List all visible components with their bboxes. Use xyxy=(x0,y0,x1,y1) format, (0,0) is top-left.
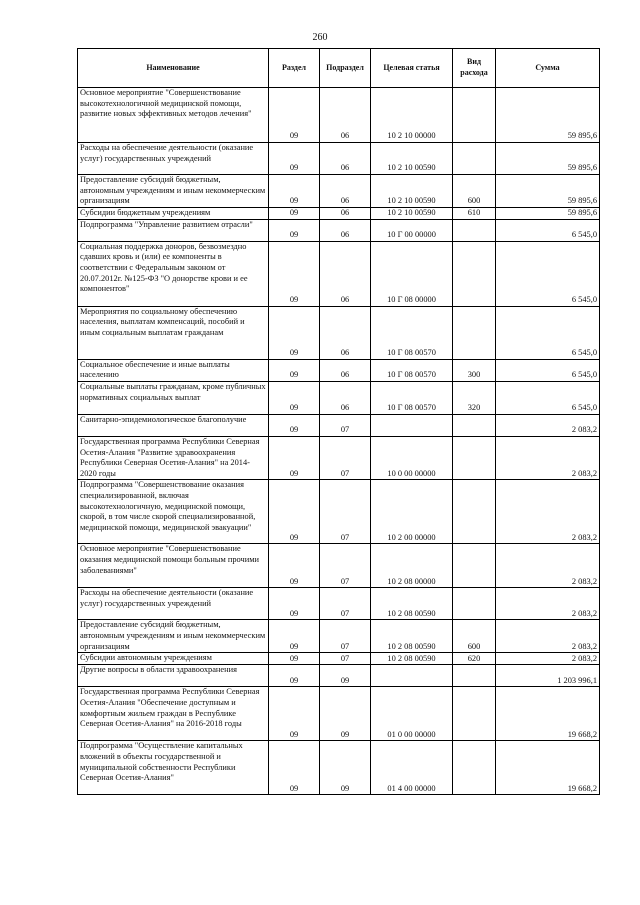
row-name: Основное мероприятие "Совершенствование высокотехнологичной медицинской помощи, развитие новых эффективных методов лечения" xyxy=(78,88,269,143)
row-summa: 2 083,2 xyxy=(496,414,600,436)
row-podrazdel: 06 xyxy=(320,207,371,219)
table-row xyxy=(78,544,600,588)
header-summa: Сумма xyxy=(496,49,600,88)
row-podrazdel: 07 xyxy=(320,588,371,620)
row-razdel: 09 xyxy=(269,653,320,665)
header-celevaya: Целевая статья xyxy=(371,49,453,88)
row-celevaya: 10 0 00 00000 xyxy=(371,436,453,479)
row-celevaya: 10 2 00 00000 xyxy=(371,480,453,544)
row-summa: 19 668,2 xyxy=(496,687,600,741)
row-podrazdel: 09 xyxy=(320,741,371,795)
row-podrazdel: 07 xyxy=(320,414,371,436)
row-summa: 2 083,2 xyxy=(496,620,600,653)
row-podrazdel: 09 xyxy=(320,665,371,687)
row-name: Предоставление субсидий бюджетным, автономным учреждениям и иным некоммерческим организациям xyxy=(78,620,269,653)
table-row xyxy=(78,359,600,381)
row-razdel: 09 xyxy=(269,414,320,436)
row-podrazdel: 06 xyxy=(320,359,371,381)
row-podrazdel: 07 xyxy=(320,653,371,665)
row-podrazdel: 07 xyxy=(320,480,371,544)
row-summa: 59 895,6 xyxy=(496,207,600,219)
row-summa: 6 545,0 xyxy=(496,219,600,241)
row-name: Основное мероприятие "Совершенствование оказания медицинской помощи больным прочими заболеваниями" xyxy=(78,544,269,588)
row-vid xyxy=(453,665,496,687)
row-summa: 6 545,0 xyxy=(496,241,600,306)
row-name: Подпрограмма "Осуществление капитальных вложений в объекты государственной и муниципальной собственности Республики Северная Осетия-Алания" xyxy=(78,741,269,795)
row-razdel: 09 xyxy=(269,359,320,381)
row-name: Социальные выплаты гражданам, кроме публичных нормативных социальных выплат xyxy=(78,381,269,414)
header-vid: Вид расхода xyxy=(453,49,496,88)
header-name: Наименование xyxy=(78,49,269,88)
table-row xyxy=(78,143,600,175)
row-summa: 2 083,2 xyxy=(496,588,600,620)
row-summa: 59 895,6 xyxy=(496,175,600,208)
row-vid: 320 xyxy=(453,381,496,414)
row-razdel: 09 xyxy=(269,175,320,208)
row-podrazdel: 06 xyxy=(320,219,371,241)
row-summa: 6 545,0 xyxy=(496,306,600,359)
row-vid xyxy=(453,544,496,588)
row-celevaya: 10 Г 00 00000 xyxy=(371,219,453,241)
row-name: Субсидии автономным учреждениям xyxy=(78,653,269,665)
row-name: Расходы на обеспечение деятельности (оказание услуг) государственных учреждений xyxy=(78,143,269,175)
row-podrazdel: 07 xyxy=(320,620,371,653)
row-vid: 600 xyxy=(453,175,496,208)
row-razdel: 09 xyxy=(269,544,320,588)
row-celevaya: 10 2 10 00590 xyxy=(371,207,453,219)
row-summa: 6 545,0 xyxy=(496,381,600,414)
row-name: Подпрограмма "Совершенствование оказания специализированной, включая высокотехнологичную, медицинской помощи, скорой, в том числе скорой специализированной, медицинской помощи, медицинской эвакуации" xyxy=(78,480,269,544)
row-summa: 2 083,2 xyxy=(496,544,600,588)
row-vid: 610 xyxy=(453,207,496,219)
table-header-row xyxy=(78,49,600,88)
row-name: Государственная программа Республики Северная Осетия-Алания "Обеспечение доступным и комфортным жильем граждан в Республике Северная Осетия-Алания" на 2016-2018 годы xyxy=(78,687,269,741)
row-summa: 2 083,2 xyxy=(496,653,600,665)
row-vid: 600 xyxy=(453,620,496,653)
row-summa: 19 668,2 xyxy=(496,741,600,795)
row-celevaya xyxy=(371,665,453,687)
row-celevaya: 10 2 10 00590 xyxy=(371,143,453,175)
row-name: Социальная поддержка доноров, безвозмездно сдавших кровь и (или) ее компоненты в соответствии с Федеральным законом от 20.07.2012г. №125-ФЗ "О донорстве крови и ее компонентов" xyxy=(78,241,269,306)
row-podrazdel: 06 xyxy=(320,88,371,143)
row-vid xyxy=(453,480,496,544)
row-celevaya: 01 4 00 00000 xyxy=(371,741,453,795)
row-summa: 2 083,2 xyxy=(496,480,600,544)
row-razdel: 09 xyxy=(269,207,320,219)
table-row xyxy=(78,414,600,436)
table-row xyxy=(78,219,600,241)
row-vid xyxy=(453,306,496,359)
row-celevaya: 10 2 08 00590 xyxy=(371,588,453,620)
table-row xyxy=(78,741,600,795)
row-celevaya: 10 2 08 00590 xyxy=(371,620,453,653)
row-celevaya: 10 Г 08 00000 xyxy=(371,241,453,306)
row-vid xyxy=(453,588,496,620)
row-celevaya: 10 Г 08 00570 xyxy=(371,381,453,414)
row-summa: 59 895,6 xyxy=(496,88,600,143)
row-razdel: 09 xyxy=(269,381,320,414)
row-razdel: 09 xyxy=(269,219,320,241)
table-row xyxy=(78,306,600,359)
row-name: Расходы на обеспечение деятельности (оказание услуг) государственных учреждений xyxy=(78,588,269,620)
row-summa: 6 545,0 xyxy=(496,359,600,381)
row-vid xyxy=(453,436,496,479)
row-podrazdel: 09 xyxy=(320,687,371,741)
row-razdel: 09 xyxy=(269,143,320,175)
table-row xyxy=(78,175,600,208)
row-podrazdel: 06 xyxy=(320,241,371,306)
row-celevaya: 10 2 08 00000 xyxy=(371,544,453,588)
table-row xyxy=(78,687,600,741)
row-vid xyxy=(453,143,496,175)
row-razdel: 09 xyxy=(269,480,320,544)
table-row xyxy=(78,665,600,687)
header-razdel: Раздел xyxy=(269,49,320,88)
row-summa: 59 895,6 xyxy=(496,143,600,175)
row-celevaya: 10 Г 08 00570 xyxy=(371,306,453,359)
row-celevaya: 10 2 10 00590 xyxy=(371,175,453,208)
row-celevaya: 01 0 00 00000 xyxy=(371,687,453,741)
row-celevaya: 10 2 10 00000 xyxy=(371,88,453,143)
table-row xyxy=(78,588,600,620)
row-podrazdel: 06 xyxy=(320,175,371,208)
row-summa: 1 203 996,1 xyxy=(496,665,600,687)
row-vid xyxy=(453,414,496,436)
row-podrazdel: 07 xyxy=(320,436,371,479)
row-summa: 2 083,2 xyxy=(496,436,600,479)
row-razdel: 09 xyxy=(269,588,320,620)
row-name: Субсидии бюджетным учреждениям xyxy=(78,207,269,219)
row-name: Государственная программа Республики Северная Осетия-Алания "Развитие здравоохранения Республики Северная Осетия-Алания" на 2014-2020 годы xyxy=(78,436,269,479)
header-podrazdel: Подраздел xyxy=(320,49,371,88)
row-celevaya: 10 2 08 00590 xyxy=(371,653,453,665)
table-row xyxy=(78,653,600,665)
row-razdel: 09 xyxy=(269,241,320,306)
table-row xyxy=(78,381,600,414)
row-razdel: 09 xyxy=(269,436,320,479)
row-razdel: 09 xyxy=(269,620,320,653)
table-row xyxy=(78,207,600,219)
table-row xyxy=(78,241,600,306)
row-vid xyxy=(453,88,496,143)
budget-table xyxy=(77,48,600,795)
row-name: Предоставление субсидий бюджетным, автономным учреждениям и иным некоммерческим организациям xyxy=(78,175,269,208)
row-vid xyxy=(453,741,496,795)
row-vid: 300 xyxy=(453,359,496,381)
row-name: Мероприятия по социальному обеспечению населения, выплатам компенсаций, пособий и иным социальным выплатам гражданам xyxy=(78,306,269,359)
row-name: Подпрограмма "Управление развитием отрасли" xyxy=(78,219,269,241)
page-number: 260 xyxy=(312,32,328,43)
table-row xyxy=(78,620,600,653)
row-podrazdel: 06 xyxy=(320,381,371,414)
row-razdel: 09 xyxy=(269,687,320,741)
row-vid xyxy=(453,241,496,306)
row-podrazdel: 06 xyxy=(320,306,371,359)
row-celevaya: 10 Г 08 00570 xyxy=(371,359,453,381)
row-razdel: 09 xyxy=(269,665,320,687)
row-razdel: 09 xyxy=(269,306,320,359)
table-row xyxy=(78,480,600,544)
table-row xyxy=(78,436,600,479)
row-name: Социальное обеспечение и иные выплаты населению xyxy=(78,359,269,381)
row-vid xyxy=(453,219,496,241)
row-vid xyxy=(453,687,496,741)
row-name: Санитарно-эпидемиологическое благополучие xyxy=(78,414,269,436)
row-vid: 620 xyxy=(453,653,496,665)
row-celevaya xyxy=(371,414,453,436)
row-name: Другие вопросы в области здравоохранения xyxy=(78,665,269,687)
row-razdel: 09 xyxy=(269,741,320,795)
row-razdel: 09 xyxy=(269,88,320,143)
table-row xyxy=(78,88,600,143)
row-podrazdel: 07 xyxy=(320,544,371,588)
row-podrazdel: 06 xyxy=(320,143,371,175)
